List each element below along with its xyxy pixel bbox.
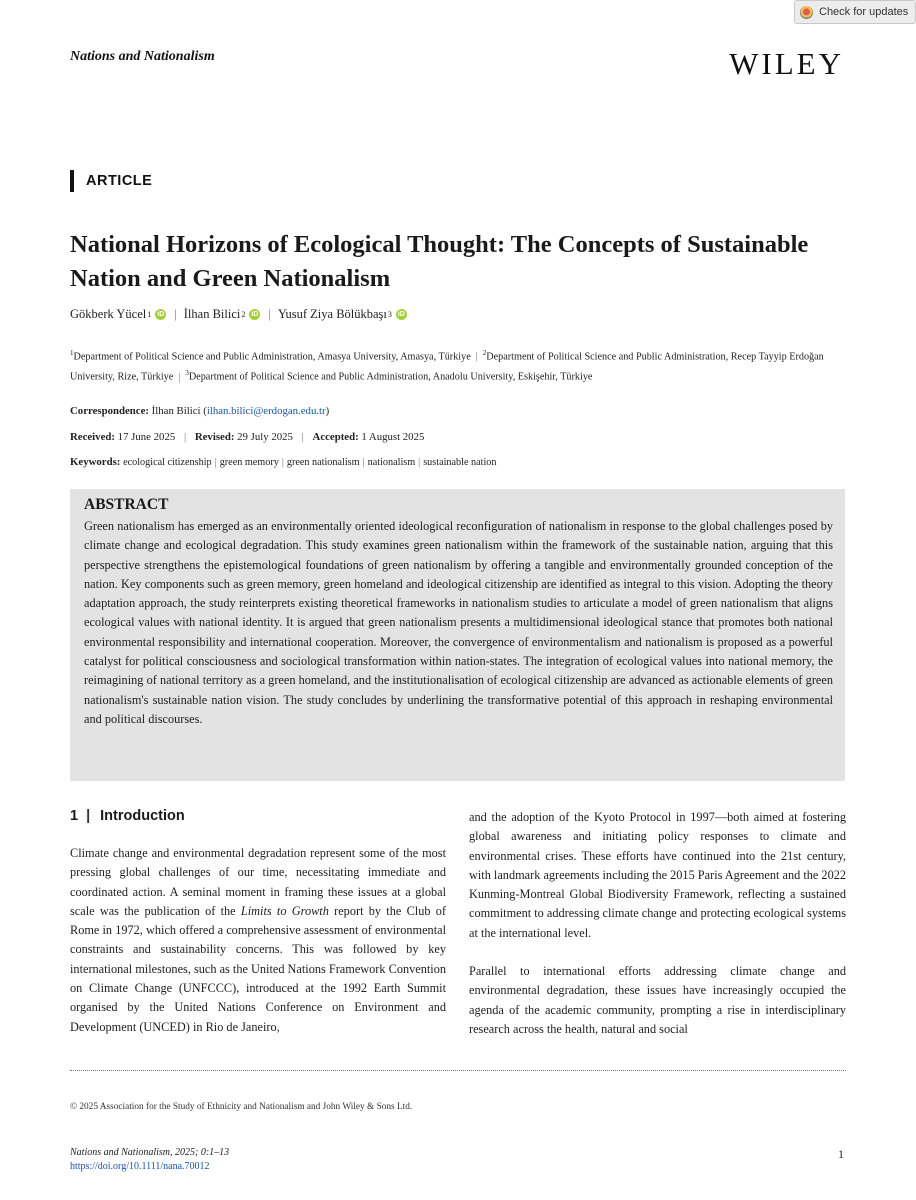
journal-name: Nations and Nationalism [70, 49, 215, 64]
accepted-label: Accepted: [312, 431, 359, 443]
copyright-notice: © 2025 Association for the Study of Ethnicity and Nationalism and John Wiley & Sons Ltd. [70, 1102, 413, 1112]
footer-divider [70, 1070, 846, 1071]
intro-paragraph-1a: Climate change and environmental degradation represent some of the most pressing global challenges of our time, necessitating immediate and coordinated action. A seminal moment in framing these issues at a global scale was the publication of the [70, 846, 446, 918]
author-separator: | [174, 307, 177, 321]
article-type-bar [70, 170, 74, 192]
affil-text: Department of Political Science and Public Administration, Amasya University, Amasya, Türkiye [73, 351, 471, 363]
affil-text: Department of Political Science and Public Administration, Recep Tayyip Erdoğan University, Rize, Türkiye [70, 351, 824, 383]
date-separator: | [301, 431, 304, 443]
orcid-icon[interactable]: iD [251, 311, 259, 318]
paper-title: National Horizons of Ecological Thought: The Concepts of Sustainable Nation and Green Nationalism [70, 231, 809, 292]
article-type-label [70, 170, 152, 192]
publisher-logo: WILEY [729, 46, 844, 81]
revised-label: Revised: [194, 431, 235, 443]
intro-paragraph-3: Parallel to international efforts addressing climate change and environmental degradation, these issues have increasingly occupied the agenda of the academic community, prompting a rise in interdisciplinary research across the health, natural and social [469, 964, 846, 1036]
keyword: sustainable nation [423, 457, 497, 468]
affil-text: Department of Political Science and Public Administration, Anadolu University, Eskişehir, Türkiye [188, 371, 593, 383]
keywords-line [70, 456, 497, 468]
abstract-heading: ABSTRACT [84, 496, 169, 513]
orcid-icon[interactable]: iD [397, 311, 405, 318]
correspondence-name: İlhan Bilici [151, 405, 201, 417]
abstract-text: Green nationalism has emerged as an environmentally oriented ideological reconfiguration of nationalism in response to the global challenges posed by climate change and ecological degradation. This study examines green nationalism within the framework of the sustainable nation, arguing that this perspective strengthens the epistemological foundations of green nationalism by offering a tangible and environmentally grounded conception of the nation. Key components such as green memory, green homeland and ideological citizenship are identified as integral to this vision. Adopting the theory adaptation approach, the study reinterprets existing theoretical frameworks in nationalism studies to articulate a model of green nationalism that aligns ecological values with national identity. It is argued that green nationalism presents a multidimensional ideological stance that promotes both national environmental responsibility and international cooperation. Moreover, the convergence of environmentalism and nationalism is proposed as a powerful catalyst for political consciousness and sociological transformation within nation-states. The integration of ecological values into national memory, the reimagining of national territory as a green homeland, and the institutionalisation of ecological citizenship are advanced as actionable elements of green nationalism's sustainable nation vision. The study concludes by underlining the transformative potential of this approach in reshaping environmental and political discourses. [84, 519, 833, 726]
date-separator: | [183, 431, 187, 443]
author-affil-sup: 2 [241, 310, 246, 319]
orcid-icon[interactable]: iD [157, 311, 165, 318]
section-title: Introduction [100, 808, 185, 824]
author-affil-sup: 1 [147, 310, 152, 319]
affil-sup: 2 [482, 349, 487, 357]
accepted-date: 1 August 2025 [361, 431, 425, 443]
footer-journal-ref: Nations and Nationalism, 2025; 0:1–13 [70, 1147, 230, 1158]
author-list [70, 307, 413, 322]
keyword-separator: | [362, 457, 365, 468]
check-for-updates-button[interactable] [794, 0, 916, 24]
affil-sup: 3 [185, 369, 189, 378]
keyword-separator: | [418, 457, 421, 468]
intro-italic-title: Limits to Growth [240, 903, 329, 918]
keyword: green nationalism [286, 457, 360, 468]
revised-date: 29 July 2025 [237, 431, 293, 443]
author-name[interactable]: Gökberk Yücel [70, 307, 147, 321]
section-separator: | [86, 808, 91, 824]
received-label: Received: [70, 431, 115, 443]
affil-separator: | [178, 371, 181, 383]
keyword: green memory [219, 457, 279, 468]
section-heading-introduction [70, 808, 185, 824]
affil-sup: 1 [70, 349, 74, 357]
affil-separator: | [475, 351, 478, 363]
intro-paragraph-1b: report by the Club of Rome in 1972, which offered a comprehensive assessment of environmental constraints and sustainability concerns. This was followed by key international milestones, such as the United Nations Framework Convention on Climate Change (UNFCCC), introduced at the 1992 Earth Summit organised by the United Nations Conference on Environment and Development (UNCED) in Rio de Janeiro, [70, 903, 447, 1034]
check-for-updates-label: Check for updates [819, 6, 909, 18]
received-date: 17 June 2025 [117, 431, 176, 443]
author-separator: | [268, 307, 271, 321]
keyword-separator: | [214, 457, 217, 468]
keywords-label: Keywords: [70, 456, 121, 468]
article-type-text: ARTICLE [86, 173, 153, 189]
keyword-separator: | [281, 457, 284, 468]
keyword: nationalism [367, 457, 416, 468]
author-name[interactable]: Yusuf Ziya Bölükbaşı [277, 307, 387, 321]
section-number: 1 [70, 808, 79, 824]
doi-link[interactable]: https://doi.org/10.1111/nana.70012 [70, 1161, 210, 1172]
intro-right-column [469, 808, 846, 1039]
correspondence-line: Correspondence: İlhan Bilici (ilhan.bilici@erdogan.edu.tr) [70, 405, 330, 417]
affiliations [70, 345, 840, 386]
keyword: ecological citizenship [123, 457, 212, 468]
abstract-box [70, 489, 845, 781]
author-name[interactable]: İlhan Bilici [183, 307, 241, 321]
intro-paragraph-2: and the adoption of the Kyoto Protocol in 1997—both aimed at fostering global awareness and initiating policy responses to climate and environmental crises. These efforts have continued into the 21st century, with landmark agreements including the 2015 Paris Agreement and the 2022 Kunming-Montreal Global Biodiversity Framework, reflecting a sustained commitment to addressing climate change and protecting ecological systems at the international level. [469, 810, 847, 940]
author-affil-sup: 3 [387, 310, 392, 319]
correspondence-label: Correspondence: [70, 405, 149, 417]
intro-left-column [70, 844, 446, 1037]
crossmark-icon [800, 6, 813, 19]
dates-line [70, 431, 424, 443]
correspondence-email-link[interactable]: ilhan.bilici@erdogan.edu.tr [206, 405, 326, 417]
page-number: 1 [838, 1147, 844, 1161]
